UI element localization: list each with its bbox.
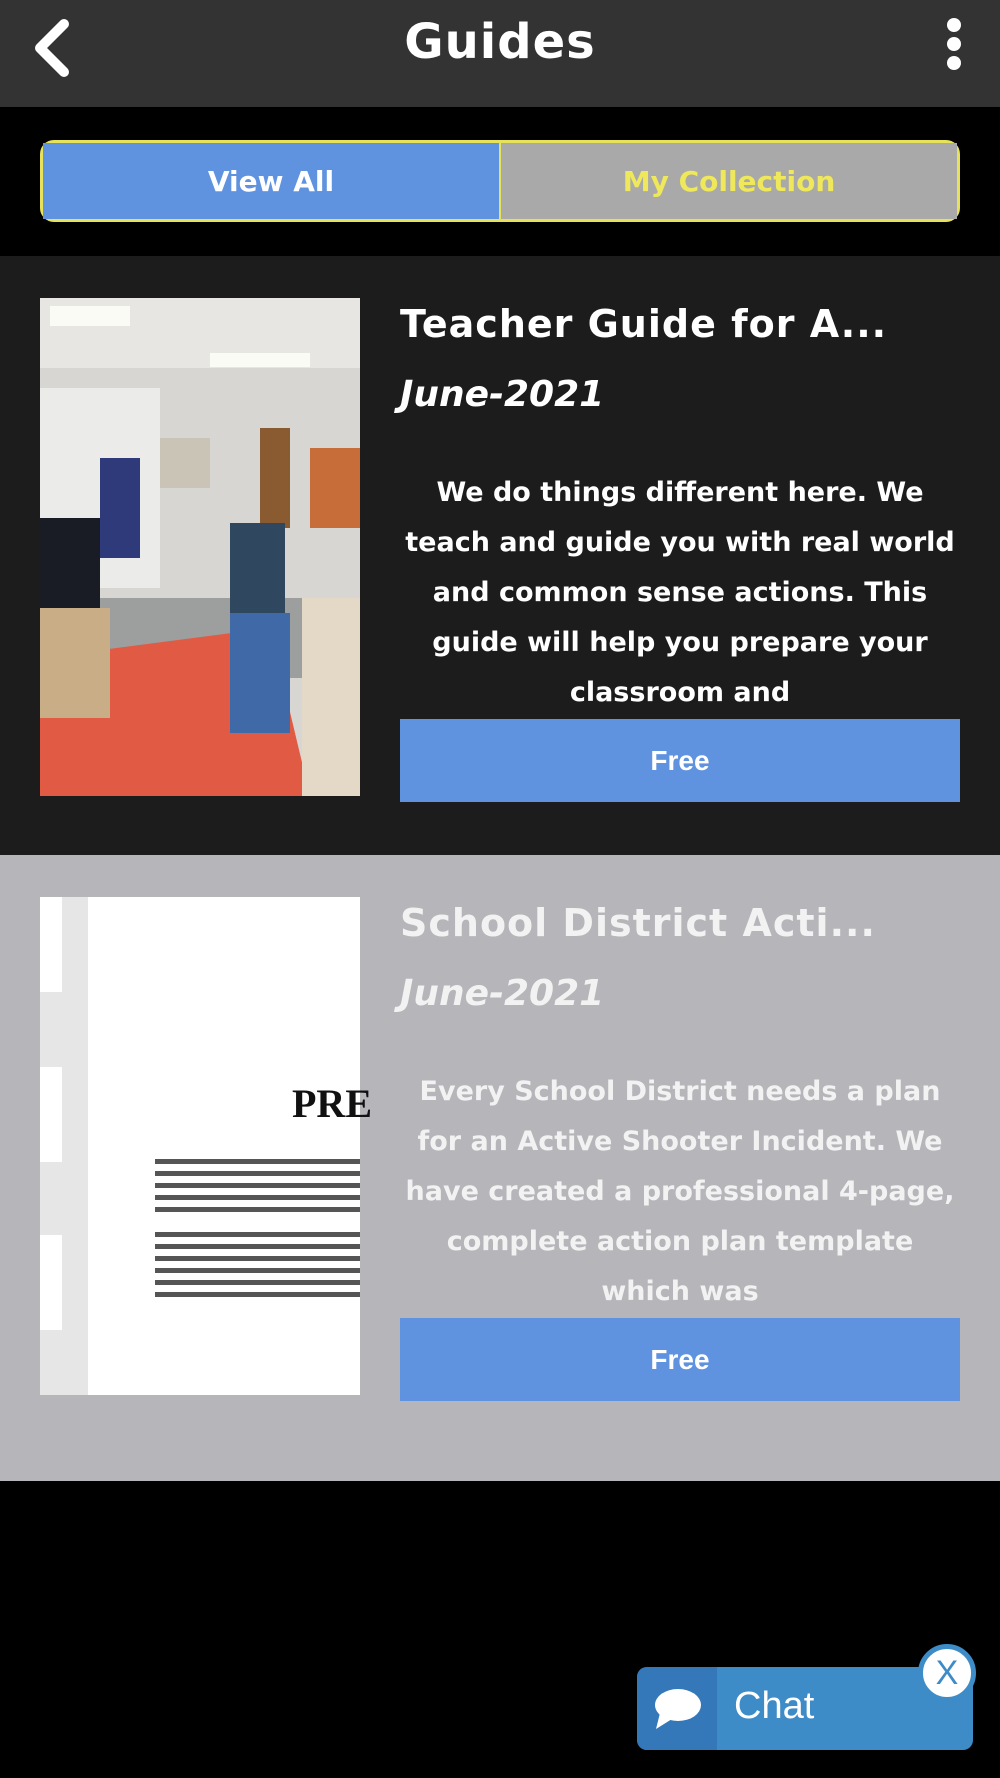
guide-date: June-2021: [400, 374, 605, 415]
guide-title: School District Acti...: [400, 901, 876, 945]
free-button[interactable]: Free: [400, 1318, 960, 1401]
free-button[interactable]: Free: [400, 719, 960, 802]
guide-thumbnail-image: [40, 298, 360, 796]
chat-label: Chat: [734, 1685, 815, 1727]
chat-bubble-icon: [637, 1667, 717, 1750]
tab-view-all[interactable]: View All: [43, 143, 501, 219]
chat-close-button[interactable]: X: [918, 1644, 976, 1702]
more-vertical-icon[interactable]: [946, 18, 962, 70]
guide-card[interactable]: [0, 855, 1000, 1481]
guide-description: Every School District needs a plan for an Active Shooter Incident. We have created a professional 4-page, complete action plan template which was: [405, 1076, 955, 1307]
guide-card[interactable]: [0, 256, 1000, 855]
guide-thumbnail-image: [40, 897, 372, 1395]
tab-bar: [40, 140, 960, 222]
app-header: [0, 0, 1000, 107]
tab-my-collection[interactable]: My Collection: [501, 143, 957, 219]
svg-text:PRE: PRE: [292, 1081, 372, 1126]
guide-date: June-2021: [400, 973, 605, 1014]
page-title: Guides: [404, 14, 596, 70]
guide-description: We do things different here. We teach and guide you with real world and common sense actions. This guide will help you prepare your classroom and: [405, 477, 955, 708]
guide-title: Teacher Guide for A...: [400, 302, 888, 346]
